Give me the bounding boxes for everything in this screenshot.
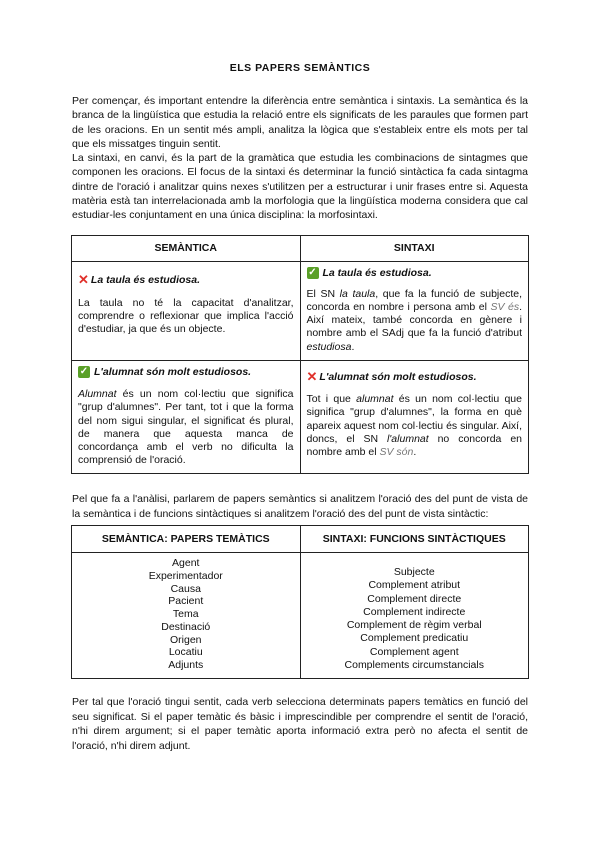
explanation-text: Tot i que alumnat és un nom col·lectiu que significa "grup d'alumnes", la forma en què apareix aquest nom col·lectiu és singular. Així, doncs, el SN l'alumnat no concorda en nombre amb el SV són. <box>306 393 522 458</box>
table2-header-funcions: SINTAXI: FUNCIONS SINTÀCTIQUES <box>300 525 529 552</box>
thematic-roles-list <box>72 553 300 678</box>
list-item: Adjunts <box>168 659 204 672</box>
cross-mark-icon: ✕ <box>78 272 89 288</box>
final-paragraph: Per tal que l'oració tingui sentit, cada verb selecciona determinats papers temàtics en funció del seu significat. Si el paper temàtic és bàsic i imprescindible per comprendre el sentit de l'oració, n'hi direm argument; si el paper temàtic aporta informació extra però no afecta el sentit de l'oració, n'hi direm adjunt. <box>72 696 528 753</box>
middle-paragraph: Pel que fa a l'anàlisi, parlarem de papers semàntics si analitzem l'oració des del punt de vista de la semàntica i de funcions sintàctiques si analitzem l'oració des del punt de vista sintàctic: <box>72 493 528 520</box>
example-sentence: ✕ L'alumnat són molt estudiosos. <box>306 369 477 385</box>
list-item: Causa <box>170 582 201 595</box>
table2-header-papers: SEMÀNTICA: PAPERS TEMÀTICS <box>72 525 301 552</box>
table1-header-semantica: SEMÀNTICA <box>72 235 301 261</box>
list-item: Origen <box>169 633 202 646</box>
list-item: Complement agent <box>369 645 459 658</box>
table1-cell-r2-left <box>72 360 301 473</box>
list-item: Complements circumstancials <box>344 658 484 671</box>
explanation-text: Alumnat és un nom col·lectiu que significa "grup d'alumnes". Per tant, tot i que la forma del nom sigui singular, el significat és plural, de manera que aquesta manca de concordança amb el verb no dificulta la comprensió de l'oració. <box>78 388 294 467</box>
list-item: Complement predicatiu <box>360 632 469 645</box>
roles-functions-table <box>71 525 529 679</box>
list-item: Tema <box>172 608 199 621</box>
list-item: Subjecte <box>393 565 435 578</box>
list-item: Experimentador <box>148 569 223 582</box>
list-item: Complement indirecte <box>363 605 466 618</box>
table1-header-sintaxi: SINTAXI <box>300 235 529 261</box>
intro-paragraph-1: Per començar, és important entendre la diferència entre semàntica i sintaxis. La semàntica és la branca de la lingüística que estudia la relació entre els significats de les paraules que formen part de les oracions. En un sentit més ampli, analitza la lògica que s'estableix entre els mots per tal que els missatges tinguin sentit. <box>72 95 528 150</box>
intro-paragraph-2: La sintaxi, en canvi, és la part de la gramàtica que estudia les combinacions de sintagmes que componen les oracions. El focus de la sintaxi és determinar la funció sintàctica fa cada sintagma dintre de l'oració i analitzar quins nexes s'utilitzen per a estructurar i unir frases entre si. Aquesta matèria està tan interrelacionada amb la morfologia que la lingüística moderna considera que cal estudiar-les conjuntament en una única disciplina: la morfosintaxi. <box>72 152 528 222</box>
list-item: Complement atribut <box>368 579 461 592</box>
list-item: Complement de règim verbal <box>346 619 482 632</box>
cross-mark-icon: ✕ <box>306 369 318 385</box>
syntactic-functions-cell <box>300 552 529 678</box>
explanation-text: La taula no té la capacitat d'analitzar, comprendre o reflexionar que implica l'acció d'estudiar, ja que és un objecte. <box>78 296 294 336</box>
list-item: Agent <box>172 556 200 569</box>
list-item: Pacient <box>168 595 204 608</box>
page-title: ELS PAPERS SEMÀNTICS <box>229 62 371 74</box>
check-mark-icon: ✓ <box>79 366 89 378</box>
document-page <box>72 62 528 754</box>
explanation-text: El SN la taula, que fa la funció de subjecte, concorda en nombre i persona amb el SV és. Així mateix, també concorda en gènere i nombre amb el SAdj que fa la funció d'atribut estudiosa. <box>306 287 523 353</box>
check-mark-icon: ✓ <box>308 267 317 279</box>
comparison-table <box>71 235 529 475</box>
example-sentence: ✓ La taula és estudiosa. <box>308 266 432 279</box>
table1-cell-r2-right <box>300 360 529 473</box>
list-item: Complement directe <box>367 592 462 605</box>
thematic-roles-cell <box>72 552 301 678</box>
list-item: Locatiu <box>168 646 203 659</box>
example-sentence: ✓ L'alumnat són molt estudiosos. <box>79 365 252 378</box>
example-sentence: ✕ La taula és estudiosa. <box>78 272 201 288</box>
table1-cell-r1-right <box>300 261 529 360</box>
table1-cell-r1-left <box>72 261 301 360</box>
syntactic-functions-list <box>301 553 529 678</box>
list-item: Destinació <box>161 620 211 633</box>
